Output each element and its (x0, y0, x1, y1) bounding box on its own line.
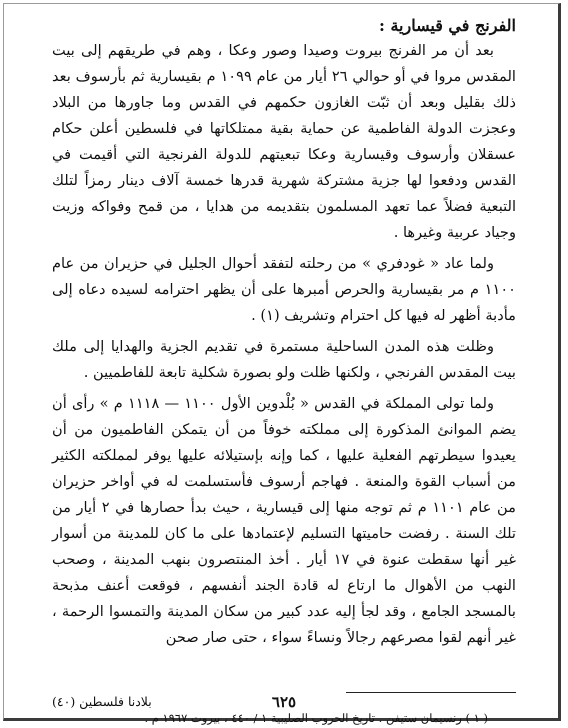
footnote: ( ١ ) رنسيمان ستيفن . تاريخ الحروب الصليبية ١ / ٤٤٠ ، بيروت ١٩٦٧ م . (144, 711, 488, 725)
book-page (4, 4, 558, 718)
page-number: ٦٢٥ (271, 693, 297, 711)
page-frame (3, 3, 561, 725)
paragraph-2: ولما عاد « غودفري » من رحلته لتفقد أحوال الجليل في حزيران من عام ١١٠٠ م مر بقيسارية والحرص أمبرها على أن يظهر احترامه لسيده دعاه إلى مأدبة أظهر له فيها كل احترام وتشريف (١) . (52, 255, 516, 324)
paragraph-4: ولما تولى المملكة في القدس « بُلْدوين الأول ١١٠٠ — ١١١٨ م » رأى أن يضم الموانئ المذكورة إلى مملكته خوفاً من أن يتمكن الفاطميون من أن يعيدوا سيطرتهم الفعلية عليها ، كما وإنه بإستيلائه عليها يوفر لمملكته الكثير من أسباب القوة والمنعة . فهاجم أرسوف فأستسلمت له في أواخر حزيران من عام ١١٠١ م ثم توجه منها إلى قيسارية ، حيث بدأ حصارها في ٢ أيار من تلك السنة . رفضت حاميتها التسليم لإعتمادها على ما كان للمدينة من أسوار غير أنها سقطت عنوة في ١٧ أيار . أخذ المنتصرون بنهب المدينة ، وصحب النهب من الأهوال ما ارتاع له قادة الجند أنفسهم ، فوقعت أعنف مذبحة بالمسجد الجامع ، وقد لجأ إليه عدد كبير من سكان المدينة والتمسوا الرحمة ، غير أنهم لقوا مصرعهم رجالاً ونساءً سواء ، حتى صار صحن (52, 395, 516, 646)
page-footer (52, 692, 516, 712)
series-title: بلادنا فلسطين (٤٠) (52, 694, 152, 709)
paragraph-3: وظلت هذه المدن الساحلية مستمرة في تقديم الجزية والهدايا إلى ملك بيت المقدس الفرنجي ، ولكنها ظلت ولو بصورة شكلية تابعة للفاطميين . (52, 338, 516, 381)
section-heading: الفرنج في قيسارية : (378, 16, 516, 35)
paragraph-1: بعد أن مر الفرنج بيروت وصيدا وصور وعكا ، وهم في طريقهم إلى بيت المقدس مروا في أو حوالي ٢٦ أيار من عام ١٠٩٩ م بقيسارية ثم بأرسوف بعد ذلك بقليل وبعد أن ثبّت الغازون حكمهم في القدس وما جاورها من البلاد وعجزت الدولة الفاطمية عن حماية بقية ممتلكاتها في فلسطين أعلن حكام عسقلان وأرسوف وقيسارية وعكا تبعيتهم للدولة الفرنجية التي أقيمت في القدس ودفعوا لها جزية مشتركة شهرية قدرها خمسة آلاف دينار رمزاً لتلك التبعية فضلاً عما تعهد المسلمون بتقديمه من هدايا ، من قمح وفواكه وزيت وجياد عربية وغيرها . (52, 42, 516, 241)
